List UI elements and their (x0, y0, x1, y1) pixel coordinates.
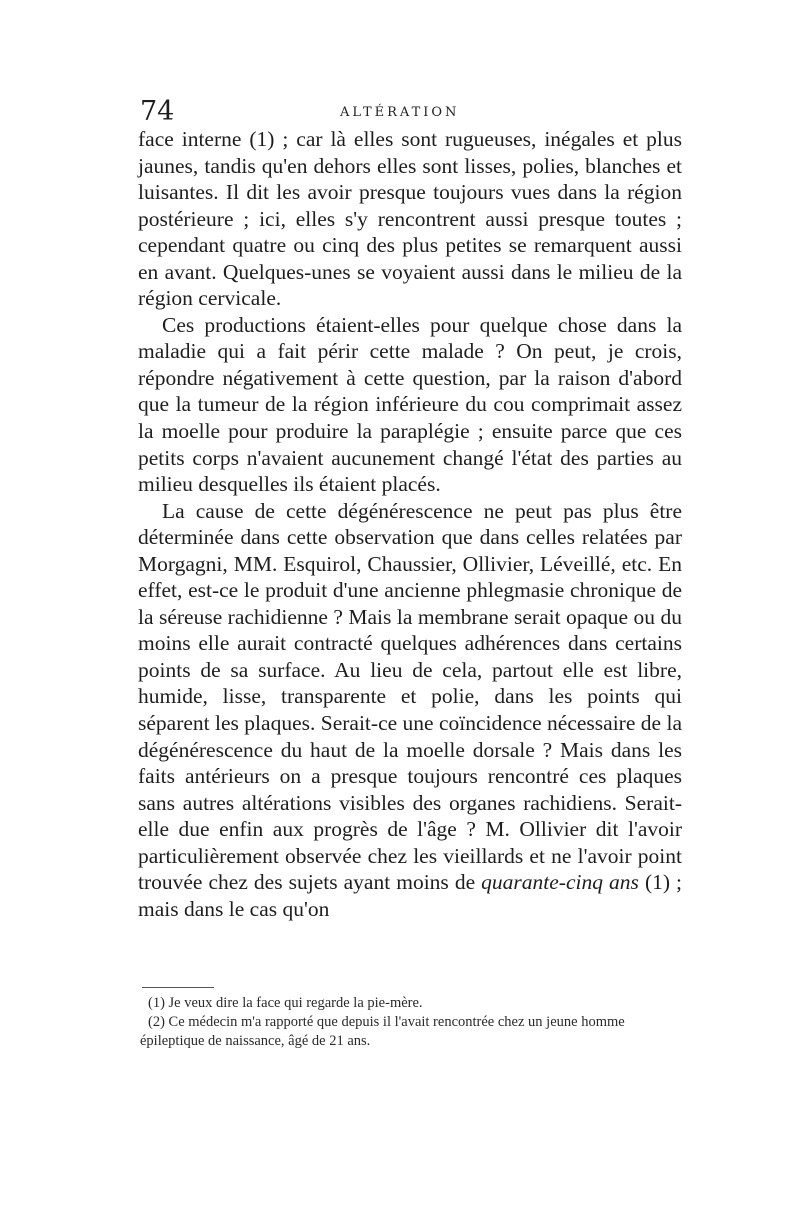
paragraph-2: Ces productions étaient-elles pour quelque chose dans la maladie qui a fait périr cette malade ? On peut, je crois, répondre négativement à cette question, par la raison d'abord que la tumeur de la région inférieure du cou comprimait assez la moelle pour produire la paraplégie ; ensuite parce que ces petits corps n'avaient aucunement changé l'état des parties au milieu desquelles ils étaient placés. (138, 312, 682, 497)
running-title: ALTÉRATION (340, 105, 460, 120)
body-text (138, 126, 682, 922)
paragraph-3-text-a: La cause de cette dégénérescence ne peut pas plus être déterminée dans cette observation que dans celles relatées par Morgagni, MM. Esquirol, Chaussier, Ollivier, Léveillé, etc. En effet, est-ce le produit d'une ancienne phlegmasie chronique de la séreuse rachidienne ? Mais la membrane serait opaque ou du moins elle aurait contracté quelques adhérences dans certains points de sa surface. Au lieu de cela, partout elle est libre, humide, lisse, transparente et polie, dans les points qui séparent les plaques. Serait-ce une coïncidence nécessaire de la dégénérescence du haut de la moelle dorsale ? Mais dans les faits antérieurs on a presque toujours rencontré ces plaques sans autres altérations visibles des organes rachidiens. Serait-elle due enfin aux progrès de l'âge ? M. Ollivier dit l'avoir particulièrement observée chez les vieillards et ne l'avoir point trouvée chez des sujets ayant moins de (138, 498, 682, 895)
page-number: 74 (140, 96, 175, 127)
paragraph-3 (138, 498, 682, 923)
paragraph-3-text-b: (1) ; mais dans le cas qu'on (138, 870, 683, 921)
paragraph-3-italic: quarante-cinq ans (481, 870, 639, 895)
footnotes (140, 994, 680, 1051)
paragraph-1: face interne (1) ; car là elles sont rugueuses, inégales et plus jaunes, tandis qu'en dehors elles sont lisses, polies, blanches et luisantes. Il dit les avoir presque toujours vues dans la région postérieure ; ici, elles s'y rencontrent aussi presque toutes ; cependant quatre ou cinq des plus petites se remarquent aussi en avant. Quelques-unes se voyaient aussi dans le milieu de la région cervicale. (138, 127, 682, 311)
footnote-rule (142, 987, 214, 988)
footnote-1: (1) Je veux dire la face qui regarde la pie-mère. (148, 995, 423, 1011)
footnote-2: (2) Ce médecin m'a rapporté que depuis il l'avait rencontrée chez un jeune homme épileptique de naissance, âgé de 21 ans. (140, 1014, 625, 1049)
